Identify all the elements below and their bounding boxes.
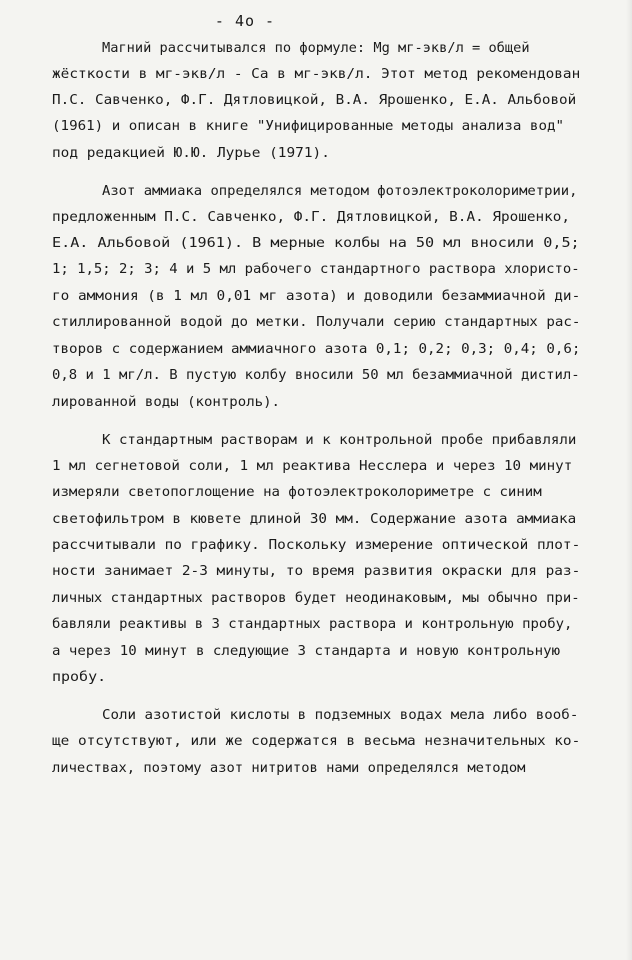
text-line: рассчитывали по графику. Поскольку измерение оптической плот- bbox=[52, 537, 581, 553]
text-line: Е.А. Альбовой (1961). В мерные колбы на 50 мл вносили 0,5; bbox=[52, 235, 580, 251]
text-line: бавляли реактивы в 3 стандартных раствора и контрольную пробу, bbox=[52, 616, 573, 632]
text-line: (1961) и описан в книге "Унифицированные методы анализа вод" bbox=[52, 118, 565, 134]
text-line: 1; 1,5; 2; 3; 4 и 5 мл рабочего стандартного раствора хлористо- bbox=[52, 261, 580, 277]
text-line: 0,8 и 1 мг/л. В пустую колбу вносили 50 мл безаммиачной дистил- bbox=[52, 367, 580, 383]
text-line: П.С. Савченко, Ф.Г. Дятловицкой, В.А. Ярошенко, Е.А. Альбовой bbox=[52, 92, 577, 108]
page-edge-shadow bbox=[626, 0, 632, 960]
text-line: К стандартным растворам и к контрольной пробе прибавляли bbox=[102, 432, 577, 448]
text-line: личествах, поэтому азот нитритов нами определялся методом bbox=[52, 760, 526, 776]
text-line: Соли азотистой кислоты в подземных водах мела либо вооб- bbox=[102, 707, 579, 723]
text-line: личных стандартных растворов будет неодинаковым, мы обычно при- bbox=[52, 590, 580, 606]
text-line: творов с содержанием аммиачного азота 0,1; 0,2; 0,3; 0,4; 0,6; bbox=[52, 341, 581, 357]
text-line: 1 мл сегнетовой соли, 1 мл реактива Несслера и через 10 минут bbox=[52, 458, 573, 474]
text-line: а через 10 минут в следующие 3 стандарта и новую контрольную bbox=[52, 643, 561, 659]
text-line: под редакцией Ю.Ю. Лурье (1971). bbox=[52, 145, 330, 161]
text-line: предложенным П.С. Савченко, Ф.Г. Дятловицкой, В.А. Ярошенко, bbox=[52, 209, 571, 225]
text-line: светофильтром в кювете длиной 30 мм. Содержание азота аммиака bbox=[52, 511, 577, 527]
text-line: ности занимает 2-3 минуты, то время развития окраски для раз- bbox=[52, 563, 581, 579]
text-line: Магний рассчитывался по формуле: Mg мг-экв/л = общей bbox=[102, 40, 530, 56]
text-line: Азот аммиака определялся методом фотоэлектроколориметрии, bbox=[102, 183, 578, 199]
text-line: стиллированной водой до метки. Получали серию стандартных рас- bbox=[52, 314, 581, 330]
text-line: ще отсутствуют, или же содержатся в весьма незначительных ко- bbox=[52, 733, 581, 749]
text-line: измеряли светопоглощение на фотоэлектроколориметре с синим bbox=[52, 484, 542, 500]
text-line: пробу. bbox=[52, 669, 107, 685]
text-line: лированной воды (контроль). bbox=[52, 394, 280, 410]
text-line: го аммония (в 1 мл 0,01 мг азота) и доводили безаммиачной ди- bbox=[52, 288, 581, 304]
text-line: жёсткости в мг-экв/л - Са в мг-экв/л. Этот метод рекомендован bbox=[52, 66, 581, 82]
page-number: - 4o - bbox=[214, 12, 276, 30]
